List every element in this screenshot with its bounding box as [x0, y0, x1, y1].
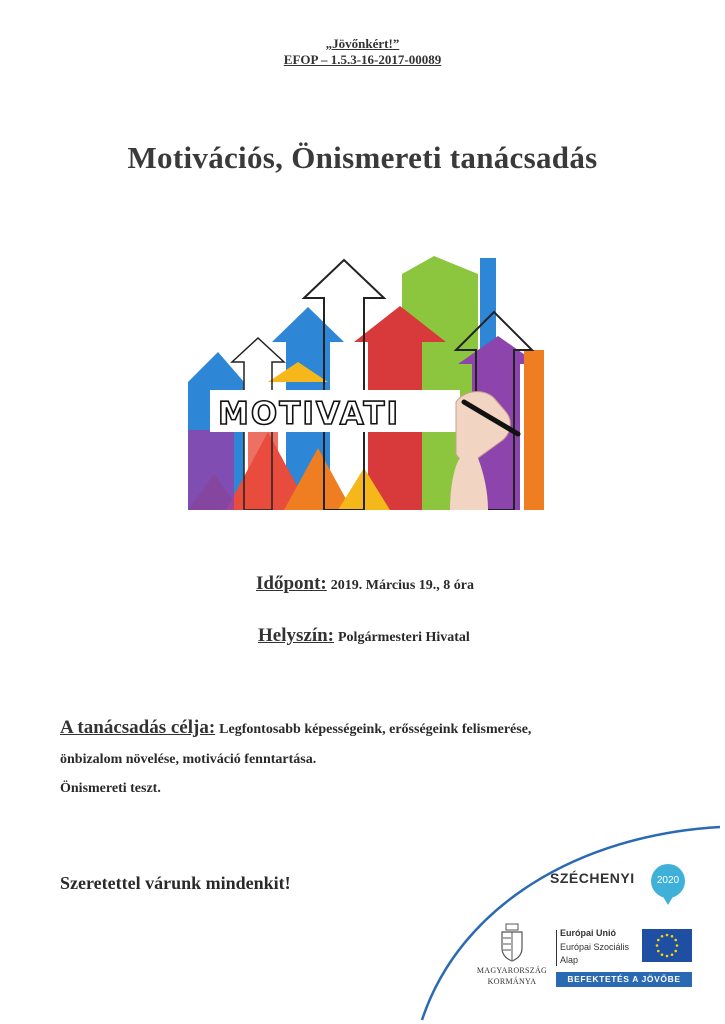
eu-line1: Európai Unió — [560, 928, 616, 938]
closing-text: Szeretettel várunk mindenkit! — [60, 873, 291, 893]
map-pin-icon — [662, 895, 674, 905]
bar-shape — [248, 432, 278, 510]
gov-line1: MAGYARORSZÁG — [476, 966, 548, 975]
project-name: „Jövőnkért!” — [325, 36, 400, 51]
coat-of-arms-icon — [499, 922, 525, 962]
eu-line3: Alap — [560, 955, 579, 965]
arc-line — [422, 827, 720, 1020]
szechenyi-2020-badge: 2020 — [651, 864, 685, 898]
divider — [556, 930, 557, 966]
goal-row — [60, 717, 531, 739]
goal-line1: Legfontosabb képességeink, erősségeink felismerése, — [219, 722, 532, 737]
invest-banner: BEFEKTETÉS A JÖVŐBE — [556, 972, 692, 987]
eu-line2: Európai Szociális — [560, 942, 630, 952]
place-label: Helyszín: — [258, 625, 334, 646]
arrow-shape — [188, 352, 244, 382]
eu-flag-icon — [642, 929, 692, 962]
motivation-illustration — [188, 252, 544, 510]
goal-line3: Önismereti teszt. — [60, 781, 161, 796]
szechenyi-logo-text: SZÉCHENYI — [550, 870, 635, 886]
bar-shape — [524, 350, 544, 510]
goal-line2: önbizalom növelése, motiváció fenntartása. — [60, 752, 317, 767]
time-label: Időpont: — [256, 573, 327, 594]
arrow-shape — [272, 307, 344, 342]
footer-arc — [420, 815, 725, 1024]
gov-line2: KORMÁNYA — [487, 977, 537, 986]
bar-shape — [188, 430, 234, 510]
place-value: Polgármesteri Hivatal — [338, 630, 470, 645]
time-value: 2019. Március 19., 8 óra — [330, 578, 474, 593]
motivation-word: MOTIVATI — [218, 396, 401, 432]
place-row — [258, 625, 470, 647]
project-code: EFOP – 1.5.3-16-2017-00089 — [283, 52, 442, 67]
goal-label: A tanácsadás célja: — [60, 717, 216, 738]
arrow-shape — [402, 256, 478, 274]
time-row — [256, 573, 474, 595]
page-title: Motivációs, Önismereti tanácsadás — [127, 140, 598, 175]
